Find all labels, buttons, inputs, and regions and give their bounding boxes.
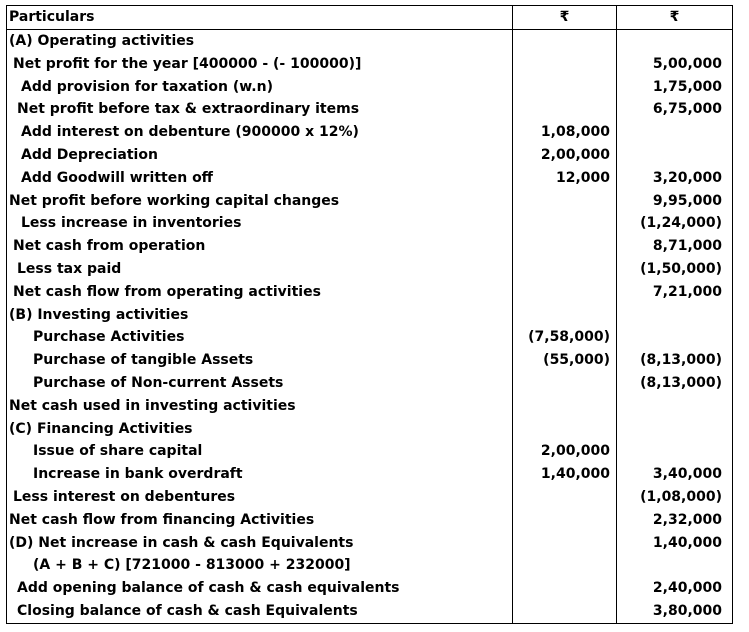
row-amount-col3: (1,24,000) xyxy=(617,212,733,235)
row-particular: Add Depreciation xyxy=(7,144,513,167)
row-amount-col2 xyxy=(513,486,617,509)
row-particular: (D) Net increase in cash & cash Equivalents xyxy=(7,532,513,555)
row-particular: Less interest on debentures xyxy=(7,486,513,509)
row-amount-col2: (55,000) xyxy=(513,349,617,372)
row-amount-col3 xyxy=(617,395,733,418)
row-amount-col2 xyxy=(513,372,617,395)
row-amount-col3 xyxy=(617,326,733,349)
table-row xyxy=(7,349,733,372)
row-amount-col3: (8,13,000) xyxy=(617,349,733,372)
table-row xyxy=(7,509,733,532)
row-amount-col2 xyxy=(513,281,617,304)
table-row xyxy=(7,76,733,99)
row-particular: (C) Financing Activities xyxy=(7,418,513,441)
row-particular: Net profit before tax & extraordinary items xyxy=(7,98,513,121)
table-row xyxy=(7,167,733,190)
table-body xyxy=(7,30,733,624)
row-amount-col2: 2,00,000 xyxy=(513,440,617,463)
table-row xyxy=(7,258,733,281)
row-amount-col3 xyxy=(617,30,733,53)
row-amount-col3: (8,13,000) xyxy=(617,372,733,395)
row-amount-col2: 12,000 xyxy=(513,167,617,190)
table-row xyxy=(7,600,733,623)
row-particular: Issue of share capital xyxy=(7,440,513,463)
row-particular: Less tax paid xyxy=(7,258,513,281)
row-particular: Net profit before working capital changes xyxy=(7,190,513,213)
row-particular: (B) Investing activities xyxy=(7,304,513,327)
table-row xyxy=(7,53,733,76)
row-amount-col2 xyxy=(513,554,617,577)
row-amount-col3: 8,71,000 xyxy=(617,235,733,258)
table-row xyxy=(7,486,733,509)
table-row xyxy=(7,98,733,121)
row-amount-col3: 1,75,000 xyxy=(617,76,733,99)
table-row xyxy=(7,532,733,555)
table-row xyxy=(7,30,733,53)
row-particular: Net cash flow from financing Activities xyxy=(7,509,513,532)
row-amount-col3 xyxy=(617,304,733,327)
row-amount-col2: 1,08,000 xyxy=(513,121,617,144)
table-row xyxy=(7,121,733,144)
table-row xyxy=(7,212,733,235)
row-amount-col2 xyxy=(513,76,617,99)
row-amount-col3: 3,80,000 xyxy=(617,600,733,623)
row-particular: Net profit for the year [400000 - (- 100000)] xyxy=(7,53,513,76)
table-row xyxy=(7,440,733,463)
table-row xyxy=(7,281,733,304)
row-amount-col3 xyxy=(617,144,733,167)
row-amount-col2: (7,58,000) xyxy=(513,326,617,349)
row-particular: Closing balance of cash & cash Equivalents xyxy=(7,600,513,623)
row-amount-col2 xyxy=(513,577,617,600)
row-amount-col2 xyxy=(513,395,617,418)
row-amount-col2 xyxy=(513,418,617,441)
row-amount-col3 xyxy=(617,418,733,441)
row-amount-col3 xyxy=(617,440,733,463)
row-amount-col3: (1,08,000) xyxy=(617,486,733,509)
row-particular: (A) Operating activities xyxy=(7,30,513,53)
table-row xyxy=(7,372,733,395)
row-particular: Add provision for taxation (w.n) xyxy=(7,76,513,99)
table-row xyxy=(7,418,733,441)
row-amount-col3: 2,40,000 xyxy=(617,577,733,600)
row-particular: Add Goodwill written off xyxy=(7,167,513,190)
row-amount-col2 xyxy=(513,532,617,555)
row-particular: (A + B + C) [721000 - 813000 + 232000] xyxy=(7,554,513,577)
row-amount-col2 xyxy=(513,600,617,623)
header-particulars: Particulars xyxy=(7,6,513,30)
row-particular: Add opening balance of cash & cash equivalents xyxy=(7,577,513,600)
row-particular: Net cash flow from operating activities xyxy=(7,281,513,304)
table-header xyxy=(7,6,733,30)
row-amount-col3: 9,95,000 xyxy=(617,190,733,213)
row-particular: Net cash from operation xyxy=(7,235,513,258)
cash-flow-table xyxy=(6,5,733,624)
row-amount-col3: 7,21,000 xyxy=(617,281,733,304)
row-particular: Purchase Activities xyxy=(7,326,513,349)
row-amount-col3: 2,32,000 xyxy=(617,509,733,532)
table-row xyxy=(7,235,733,258)
row-amount-col2: 2,00,000 xyxy=(513,144,617,167)
row-amount-col3 xyxy=(617,554,733,577)
row-amount-col3: 6,75,000 xyxy=(617,98,733,121)
row-particular: Purchase of tangible Assets xyxy=(7,349,513,372)
row-amount-col2: 1,40,000 xyxy=(513,463,617,486)
table-row xyxy=(7,395,733,418)
row-amount-col3 xyxy=(617,121,733,144)
header-col2-currency: ₹ xyxy=(513,6,617,30)
row-particular: Increase in bank overdraft xyxy=(7,463,513,486)
table-row xyxy=(7,144,733,167)
row-amount-col3: 1,40,000 xyxy=(617,532,733,555)
row-amount-col2 xyxy=(513,258,617,281)
table-row xyxy=(7,463,733,486)
table-row xyxy=(7,577,733,600)
row-amount-col2 xyxy=(513,212,617,235)
row-amount-col2 xyxy=(513,30,617,53)
row-amount-col2 xyxy=(513,98,617,121)
row-amount-col2 xyxy=(513,304,617,327)
table-row xyxy=(7,326,733,349)
table-row xyxy=(7,190,733,213)
table-row xyxy=(7,554,733,577)
row-amount-col3: 3,20,000 xyxy=(617,167,733,190)
header-row xyxy=(7,6,733,30)
row-amount-col3: (1,50,000) xyxy=(617,258,733,281)
row-amount-col2 xyxy=(513,235,617,258)
row-particular: Less increase in inventories xyxy=(7,212,513,235)
row-amount-col3: 3,40,000 xyxy=(617,463,733,486)
row-amount-col2 xyxy=(513,53,617,76)
table-row xyxy=(7,304,733,327)
row-amount-col2 xyxy=(513,509,617,532)
header-col3-currency: ₹ xyxy=(617,6,733,30)
row-amount-col3: 5,00,000 xyxy=(617,53,733,76)
row-amount-col2 xyxy=(513,190,617,213)
row-particular: Add interest on debenture (900000 x 12%) xyxy=(7,121,513,144)
row-particular: Net cash used in investing activities xyxy=(7,395,513,418)
row-particular: Purchase of Non-current Assets xyxy=(7,372,513,395)
